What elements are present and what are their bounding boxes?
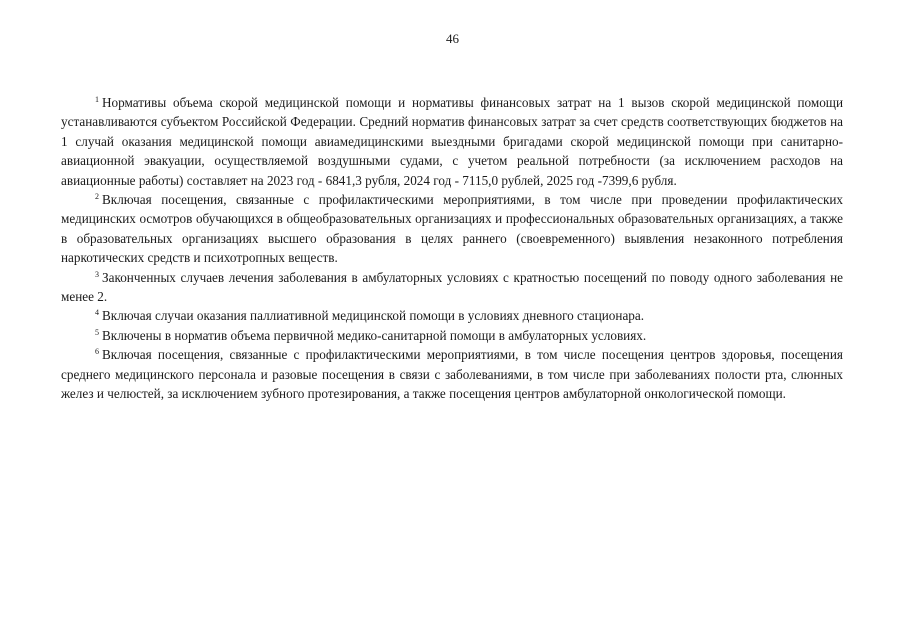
page-number: 46 (446, 31, 459, 46)
footnote-text: Включая случаи оказания паллиативной медицинской помощи в условиях дневного стационара. (102, 308, 645, 324)
footnote-2 (61, 190, 843, 268)
footnotes-section (61, 93, 843, 404)
footnote-marker: 1 (95, 95, 99, 104)
footnote-text: Включены в норматив объема первичной медико-санитарной помощи в амбулаторных условиях. (102, 327, 647, 343)
footnote-3 (61, 268, 843, 307)
footnote-marker: 4 (95, 308, 99, 318)
footnote-1 (61, 93, 843, 190)
footnote-4 (61, 306, 843, 325)
footnote-text: Нормативы объема скорой медицинской помощи и нормативы финансовых затрат на 1 вызов скорой медицинской помощи устанавливаются субъектом Российской Федерации. Средний норматив финансовых затрат за счет средств соответствующих бюджетов на 1 случай оказания медицинской помощи авиамедицинскими выездными бригадами скорой медицинской помощи при санитарно-авиационной эвакуации, осуществляемой воздушными судами, с учетом реальной потребности (за исключением расходов на авиационные работы) составляет на 2023 год - 6841,3 рубля, 2024 год - 7115,0 рублей, 2025 год -7399,6 рубля. (61, 95, 843, 188)
footnote-marker: 6 (95, 347, 99, 357)
footnote-6 (61, 345, 843, 403)
footnote-marker: 5 (95, 327, 99, 337)
footnote-marker: 2 (95, 192, 99, 202)
footnote-text: Включая посещения, связанные с профилактическими мероприятиями, в том числе посещения центров здоровья, посещения среднего медицинского персонала и разовые посещения в связи с заболеваниями, в том числе при заболеваниях полости рта, слюнных желез и челюстей, за исключением зубного протезирования, а также посещения центров амбулаторной онкологической помощи. (61, 347, 843, 402)
footnote-text: Законченных случаев лечения заболевания в амбулаторных условиях с кратностью посещений по поводу одного заболевания не менее 2. (61, 269, 843, 305)
footnote-5 (61, 326, 843, 345)
footnote-marker: 3 (95, 269, 99, 279)
footnote-text: Включая посещения, связанные с профилактическими мероприятиями, в том числе при проведении профилактических медицинских осмотров обучающихся в общеобразовательных организациях и профессиональных образовательных организациях, а также в образовательных организациях высшего образования в целях раннего (своевременного) выявления незаконного потребления наркотических средств и психотропных веществ. (61, 192, 843, 266)
